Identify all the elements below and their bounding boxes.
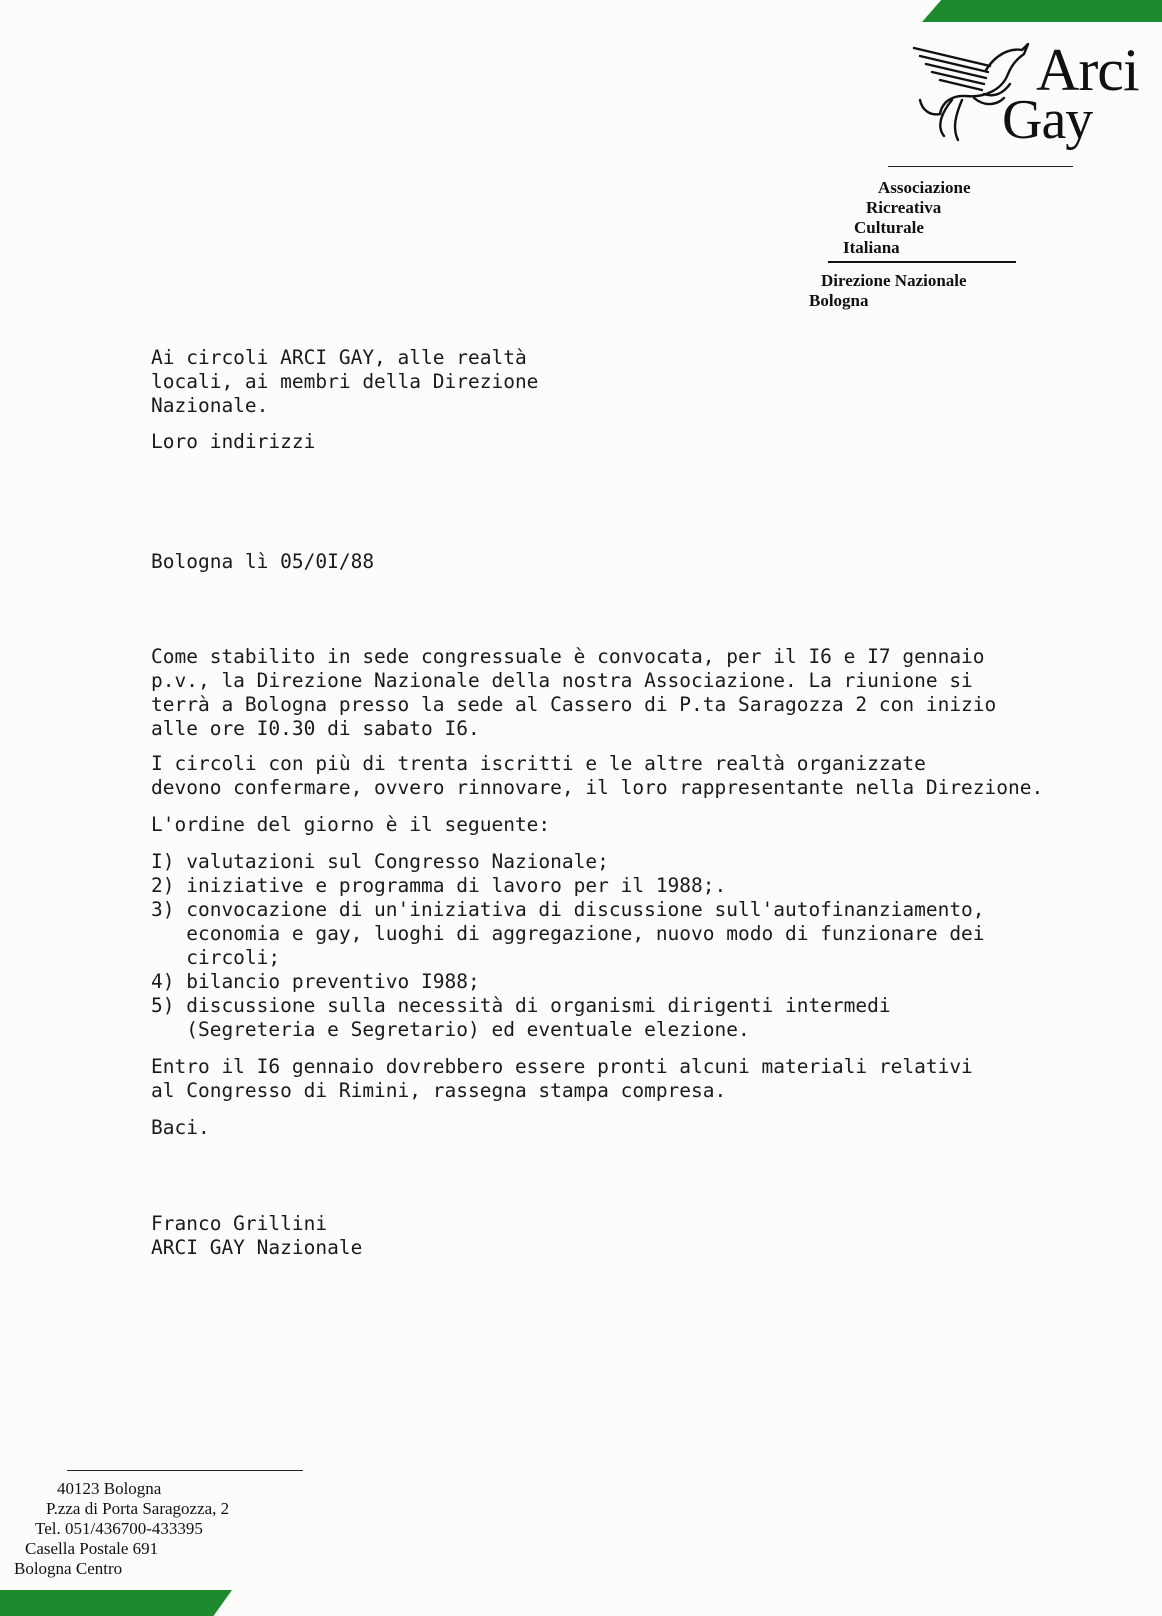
header-rule-top: [888, 166, 1073, 167]
logo-word-arci: Arci: [1036, 37, 1139, 103]
closing: Baci.: [151, 1116, 210, 1139]
para1-line-1: Come stabilito in sede congressuale è convocata, per il I6 e I7 gennaio: [151, 645, 985, 668]
arci-gay-logo: [912, 37, 1139, 151]
para3-line-1: Entro il I6 gennaio dovrebbero essere pronti alcuni materiali relativi: [151, 1055, 973, 1078]
para2-line-2: devono confermare, ovvero rinnovare, il loro rappresentante nella Direzione.: [151, 776, 1044, 799]
agenda-item: 5) discussione sulla necessità di organismi dirigenti intermedi: [151, 994, 891, 1017]
header-rule-middle: [828, 261, 1016, 263]
footer-rule: [67, 1470, 303, 1471]
para1-line-4: alle ore I0.30 di sabato I6.: [151, 717, 480, 740]
recipient-line-1: Ai circoli ARCI GAY, alle realtà: [151, 346, 527, 369]
recipient-address: Loro indirizzi: [151, 430, 316, 453]
footer-line-4: Casella Postale 691: [25, 1539, 159, 1558]
date-line: Bologna lì 05/0I/88: [151, 550, 375, 573]
para3-line-2: al Congresso di Rimini, rassegna stampa compresa.: [151, 1079, 727, 1102]
agenda-intro: L'ordine del giorno è il seguente:: [151, 813, 551, 836]
agenda-item: economia e gay, luoghi di aggregazione, nuovo modo di funzionare dei: [151, 922, 985, 945]
agenda-item: 3) convocazione di un'iniziativa di discussione sull'autofinanziamento,: [151, 898, 985, 921]
signature-name: Franco Grillini: [151, 1212, 328, 1235]
org-line-4: Italiana: [843, 238, 900, 257]
office-line-2: Bologna: [809, 291, 869, 310]
office-line-1: Direzione Nazionale: [821, 271, 967, 290]
agenda-item: 2) iniziative e programma di lavoro per il 1988;.: [151, 874, 727, 897]
footer-line-3: Tel. 051/436700-433395: [35, 1519, 203, 1538]
org-line-3: Culturale: [854, 218, 924, 237]
green-corner-band-top: [922, 0, 1162, 22]
recipient-line-3: Nazionale.: [151, 394, 269, 417]
recipient-line-2: locali, ai membri della Direzione: [151, 370, 539, 393]
agenda-item: I) valutazioni sul Congresso Nazionale;: [151, 850, 609, 873]
agenda-item: (Segreteria e Segretario) ed eventuale elezione.: [151, 1018, 750, 1041]
para1-line-3: terrà a Bologna presso la sede al Cassero di P.ta Saragozza 2 con inizio: [151, 693, 997, 716]
logo-word-gay: Gay: [1002, 89, 1093, 151]
footer-line-2: P.zza di Porta Saragozza, 2: [46, 1499, 230, 1518]
green-corner-band-bottom: [0, 1590, 232, 1616]
footer-line-5: Bologna Centro: [14, 1559, 123, 1578]
para2-line-1: I circoli con più di trenta iscritti e le altre realtà organizzate: [151, 752, 926, 775]
agenda-item: 4) bilancio preventivo I988;: [151, 970, 480, 993]
org-line-1: Associazione: [878, 178, 971, 197]
org-line-2: Ricreativa: [866, 198, 942, 217]
footer-line-1: 40123 Bologna: [57, 1479, 162, 1498]
agenda-item: circoli;: [151, 946, 281, 969]
para1-line-2: p.v., la Direzione Nazionale della nostra Associazione. La riunione si: [151, 669, 973, 692]
signature-title: ARCI GAY Nazionale: [151, 1236, 363, 1259]
